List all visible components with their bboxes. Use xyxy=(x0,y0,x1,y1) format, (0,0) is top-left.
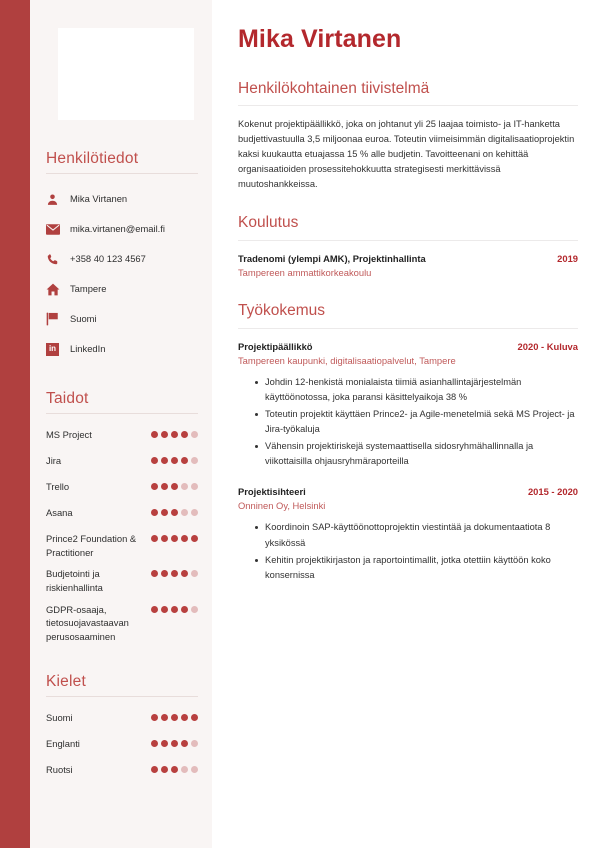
rating-dot xyxy=(181,535,188,542)
divider xyxy=(238,328,578,329)
skill-label: MS Project xyxy=(46,429,92,440)
accent-stripe xyxy=(0,0,30,848)
entry-title: Projektipäällikkö xyxy=(238,340,313,352)
rating-dot xyxy=(161,606,168,613)
rating-dot xyxy=(181,570,188,577)
entry-header xyxy=(238,252,578,266)
skill-label: Trello xyxy=(46,481,70,492)
skill-row xyxy=(42,450,200,476)
education-entries xyxy=(238,252,578,280)
rating-dot xyxy=(151,766,158,773)
entry-title: Projektisihteeri xyxy=(238,486,306,498)
language-rating-dots xyxy=(151,763,198,773)
entry-bullets xyxy=(238,520,578,582)
sidebar-section-title-skills: Taidot xyxy=(46,390,89,407)
sidebar-section-personal xyxy=(42,150,200,364)
rating-dot xyxy=(191,766,198,773)
skill-row xyxy=(42,528,200,563)
main-content xyxy=(212,0,600,848)
entry-header xyxy=(238,485,578,499)
bullet-item: Kehitin projektikirjaston ja raportointimallit, jotka otettiin käyttöön koko konsernissa xyxy=(255,553,578,583)
skill-row xyxy=(42,424,200,450)
entry-bullets xyxy=(238,375,578,469)
section-experience xyxy=(238,302,578,583)
section-title-experience: Työkokemus xyxy=(238,302,326,320)
language-rating-dots xyxy=(151,711,198,721)
skills-list xyxy=(42,424,200,647)
rating-dot xyxy=(161,714,168,721)
rating-dot xyxy=(181,431,188,438)
entry xyxy=(238,252,578,280)
bullet-item: Vähensin projektiriskejä systemaattisella sidosryhmähallinnalla ja viikottaisilla ohjausryhmäraporteilla xyxy=(255,439,578,469)
rating-dot xyxy=(161,509,168,516)
contact-item-envelope[interactable] xyxy=(42,214,200,244)
rating-dot xyxy=(181,483,188,490)
language-label: Ruotsi xyxy=(46,764,73,776)
skill-label: GDPR-osaaja, tietosuojavastaavan perusosaaminen xyxy=(46,603,129,642)
rating-dot xyxy=(181,714,188,721)
sidebar-section-title-personal: Henkilötiedot xyxy=(46,150,139,167)
rating-dot xyxy=(171,457,178,464)
rating-dot xyxy=(171,714,178,721)
skill-row xyxy=(42,563,200,598)
entry-header xyxy=(238,340,578,354)
entry-organization: Onninen Oy, Helsinki xyxy=(238,500,326,512)
contact-item-label: Tampere xyxy=(70,282,107,294)
contact-item-label: +358 40 123 4567 xyxy=(70,252,146,264)
divider xyxy=(46,413,198,414)
rating-dot xyxy=(191,740,198,747)
rating-dot xyxy=(171,606,178,613)
flag-icon xyxy=(46,312,68,326)
entry-organization: Tampereen kaupunki, digitalisaatiopalvelut, Tampere xyxy=(238,354,456,366)
skill-rating-dots xyxy=(151,567,198,577)
divider xyxy=(238,105,578,106)
rating-dot xyxy=(171,431,178,438)
skill-rating-dots xyxy=(151,603,198,613)
rating-dot xyxy=(151,714,158,721)
contact-item-person[interactable] xyxy=(42,184,200,214)
rating-dot xyxy=(181,740,188,747)
language-row xyxy=(42,733,200,759)
rating-dot xyxy=(151,535,158,542)
sidebar-section-languages xyxy=(42,673,200,785)
languages-list xyxy=(42,707,200,785)
contact-item-label: LinkedIn xyxy=(70,342,106,354)
sidebar-section-title-languages: Kielet xyxy=(46,673,86,691)
rating-dot xyxy=(191,606,198,613)
bullet-item: Toteutin projektit käyttäen Prince2- ja Agile-menetelmiä sekä MS Project- ja Jira-työkaluja xyxy=(255,407,578,437)
entry-organization: Tampereen ammattikorkeakoulu xyxy=(238,267,372,279)
experience-entries xyxy=(238,340,578,583)
rating-dot xyxy=(181,766,188,773)
skill-label: Budjetointi ja riskienhallinta xyxy=(46,568,103,593)
home-icon xyxy=(46,283,68,296)
entry-date: 2019 xyxy=(557,252,578,264)
rating-dot xyxy=(151,509,158,516)
skill-row xyxy=(42,599,200,648)
rating-dot xyxy=(151,431,158,438)
divider xyxy=(238,240,578,241)
skill-rating-dots xyxy=(151,532,198,542)
entry-spacer xyxy=(238,473,578,485)
rating-dot xyxy=(161,457,168,464)
person-icon xyxy=(46,193,68,206)
contact-item-flag[interactable] xyxy=(42,304,200,334)
linkedin-icon: in xyxy=(46,343,68,356)
entry xyxy=(238,340,578,470)
entry xyxy=(238,485,578,582)
entry-date: 2020 - Kuluva xyxy=(517,340,578,352)
section-title-education: Koulutus xyxy=(238,214,299,232)
rating-dot xyxy=(191,457,198,464)
phone-icon xyxy=(46,253,68,266)
rating-dot xyxy=(171,535,178,542)
rating-dot xyxy=(171,740,178,747)
rating-dot xyxy=(151,483,158,490)
skill-rating-dots xyxy=(151,428,198,438)
skill-rating-dots xyxy=(151,454,198,464)
rating-dot xyxy=(161,431,168,438)
skill-label: Asana xyxy=(46,507,73,518)
section-education xyxy=(238,214,578,280)
contact-item-home[interactable] xyxy=(42,274,200,304)
rating-dot xyxy=(191,483,198,490)
rating-dot xyxy=(151,570,158,577)
rating-dot xyxy=(191,509,198,516)
section-title-summary: Henkilökohtainen tiivistelmä xyxy=(238,79,430,97)
sidebar xyxy=(30,0,212,848)
language-rating-dots xyxy=(151,737,198,747)
page-title: Mika Virtanen xyxy=(238,25,402,53)
profile-photo-placeholder xyxy=(58,28,194,120)
rating-dot xyxy=(171,766,178,773)
rating-dot xyxy=(191,431,198,438)
divider xyxy=(46,696,198,697)
language-label: Suomi xyxy=(46,712,73,724)
contact-item-phone[interactable] xyxy=(42,244,200,274)
section-summary xyxy=(238,80,578,193)
summary-text: Kokenut projektipäällikkö, joka on johtanut yli 25 laajaa toimisto- ja IT-hanketta budjettivastuulla 3,5 miljoonaa euroa. Toteutin viimeisimmän digitalisaatioprojektin kaksi kuukautta etuajassa 15 % alle budjetin. Tavoitteenani on kehittää organisaatioiden prosessitehokkuutta strategisesti merkittävissä muutoshankkeissa. xyxy=(238,119,575,190)
skill-rating-dots xyxy=(151,480,198,490)
language-label: Englanti xyxy=(46,738,80,750)
rating-dot xyxy=(191,714,198,721)
contact-item-label: Suomi xyxy=(70,312,97,324)
entry-title: Tradenomi (ylempi AMK), Projektinhallinta xyxy=(238,252,426,264)
skill-row xyxy=(42,476,200,502)
skill-rating-dots xyxy=(151,506,198,516)
rating-dot xyxy=(161,740,168,747)
rating-dot xyxy=(171,483,178,490)
rating-dot xyxy=(181,606,188,613)
rating-dot xyxy=(181,457,188,464)
rating-dot xyxy=(151,606,158,613)
skill-label: Jira xyxy=(46,455,62,466)
bullet-item: Johdin 12-henkistä monialaista tiimiä asianhallintajärjestelmän käyttöönotossa, joka paransi käsittelyaikoja 38 % xyxy=(255,375,578,405)
rating-dot xyxy=(161,483,168,490)
rating-dot xyxy=(161,570,168,577)
contact-item-linkedin[interactable] xyxy=(42,334,200,364)
rating-dot xyxy=(171,509,178,516)
rating-dot xyxy=(191,535,198,542)
contact-item-label: Mika Virtanen xyxy=(70,192,128,204)
rating-dot xyxy=(161,766,168,773)
entry-date: 2015 - 2020 xyxy=(527,486,578,498)
rating-dot xyxy=(171,570,178,577)
rating-dot xyxy=(151,457,158,464)
bullet-item: Koordinoin SAP-käyttöönottoprojektin viestintää ja dokumentaatiota 8 yksikössä xyxy=(255,520,578,550)
contact-item-label: mika.virtanen@email.fi xyxy=(70,222,165,234)
envelope-icon xyxy=(46,224,68,235)
rating-dot xyxy=(161,535,168,542)
sidebar-section-skills xyxy=(42,390,200,647)
skill-row xyxy=(42,502,200,528)
language-row xyxy=(42,707,200,733)
divider xyxy=(46,173,198,174)
language-row xyxy=(42,759,200,785)
contact-list xyxy=(42,184,200,364)
rating-dot xyxy=(181,509,188,516)
rating-dot xyxy=(191,570,198,577)
skill-label: Prince2 Foundation & Practitioner xyxy=(46,533,137,558)
rating-dot xyxy=(151,740,158,747)
